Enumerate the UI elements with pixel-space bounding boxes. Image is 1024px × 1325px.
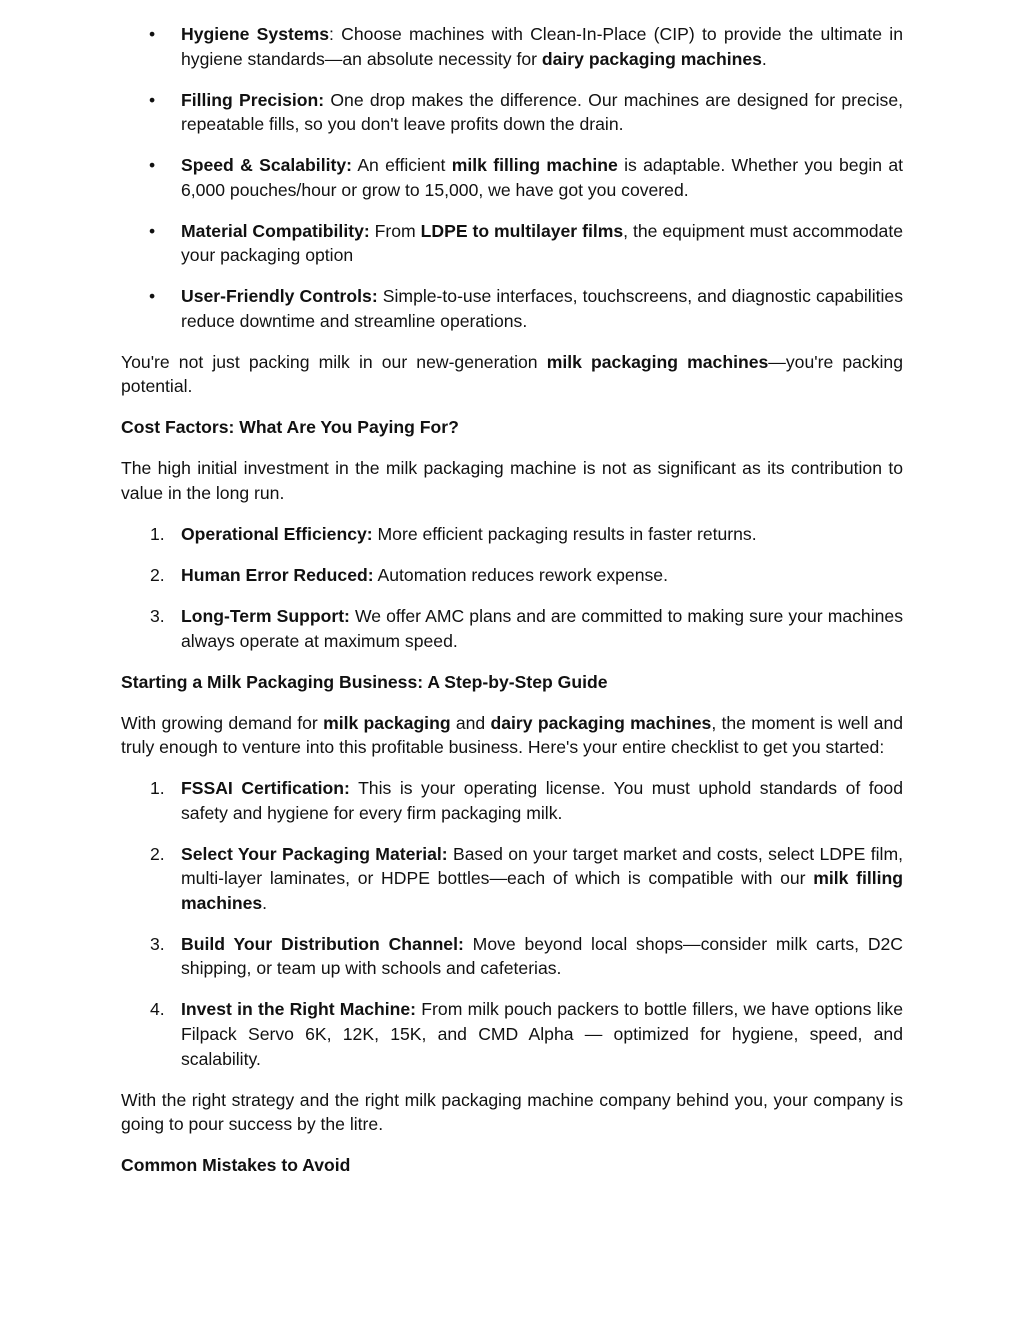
list-number: 1. [150, 778, 165, 799]
item-label: Filling Precision: [181, 89, 325, 110]
guide-step-item [121, 997, 903, 1071]
cost-factors-heading: Cost Factors: What Are You Paying For? [121, 417, 459, 438]
text-run: Based on your target market and costs, select LDPE film, multi-layer laminates, or HDPE bottles—each of which is compatible with our [181, 843, 903, 889]
item-label: Invest in the Right Machine: [181, 999, 417, 1020]
text-run: You're not just packing milk in our new-generation [121, 351, 547, 372]
cost-intro-paragraph: The high initial investment in the milk packaging machine is not as significant as its contribution to value in the long run. [121, 458, 903, 504]
item-label: Human Error Reduced: [181, 565, 374, 586]
text-run: Simple-to-use interfaces, touchscreens, and diagnostic capabilities reduce downtime and streamline operations. [181, 286, 903, 331]
item-label: Long-Term Support: [181, 606, 350, 626]
document-page [121, 22, 903, 1194]
bullet-marker: • [149, 286, 156, 307]
cost-factors-list [121, 522, 903, 653]
bold-phrase: dairy packaging machines [541, 48, 762, 69]
bullet-marker: • [149, 220, 156, 241]
features-list [121, 22, 903, 334]
bold-phrase: dairy packaging machines [490, 712, 712, 733]
item-label: Select Your Packaging Material: [181, 843, 448, 864]
text-run: One drop makes the difference. Our machines are designed for precise, repeatable fills, so you don't leave profits down the drain. [181, 89, 903, 135]
feature-item [121, 88, 903, 137]
text-run: From [374, 220, 421, 241]
closing-paragraph: With the right strategy and the right milk packaging machine company behind you, your company is going to pour success by the litre. [121, 1089, 903, 1135]
list-number: 3. [150, 933, 165, 954]
list-number: 2. [150, 565, 165, 586]
guide-intro-paragraph [121, 711, 903, 760]
item-label: Hygiene Systems [181, 24, 330, 44]
common-mistakes-heading: Common Mistakes to Avoid [121, 1155, 351, 1176]
text-run: , the moment is well and truly enough to venture into this profitable business. Here's your entire checklist to get you started: [121, 712, 904, 758]
cost-factor-item [121, 604, 903, 653]
list-number: 2. [150, 843, 165, 864]
bold-phrase: milk packaging machines [546, 351, 769, 372]
cost-factor-item [121, 522, 903, 547]
guide-heading: Starting a Milk Packaging Business: A Step-by-Step Guide [121, 671, 608, 692]
text-run: Choose machines with Clean-In-Place (CIP) to provide the ultimate in hygiene standards—an absolute necessity for [181, 24, 903, 69]
guide-step-item [121, 776, 903, 825]
list-number: 1. [150, 524, 165, 545]
list-number: 3. [150, 606, 165, 626]
bold-phrase: milk filling machines [181, 868, 904, 913]
potential-paragraph [121, 350, 903, 399]
text-run: With growing demand for [121, 712, 324, 733]
text-run: From milk pouch packers to bottle fillers, we have options like Filpack Servo 6K, 12K, 15K, and CMD Alpha — optimized for hygiene, speed, and scalability. [181, 999, 904, 1069]
text-run: This is your operating license. You must uphold standards of food safety and hygiene for every firm packaging milk. [181, 778, 904, 823]
text-run: , the equipment must accommodate your packaging option [181, 220, 904, 266]
item-label: Build Your Distribution Channel: [181, 933, 464, 954]
bold-phrase: milk filling machine [451, 155, 618, 176]
bold-phrase: LDPE to multilayer films [420, 220, 624, 241]
item-label: Speed & Scalability: [181, 155, 352, 176]
text-run: and [450, 712, 491, 733]
guide-steps-list [121, 776, 903, 1071]
feature-item [121, 153, 903, 202]
feature-item: • Hygiene Systems: Choose machines with Clean-In-Place (CIP) to provide the ultimate in hygiene standards—an absolute necessity for dairy packaging machines. [149, 24, 903, 69]
bullet-marker: • [149, 89, 156, 110]
guide-step-item [121, 932, 903, 981]
text-run: Move beyond local shops—consider milk carts, D2C shipping, or team up with schools and cafeterias. [181, 933, 904, 979]
feature-item [121, 284, 903, 333]
text-run: . [761, 48, 767, 69]
cost-factor-item [121, 563, 903, 588]
bold-phrase: milk packaging [323, 712, 451, 733]
item-label: Material Compatibility: [181, 220, 370, 241]
item-label: FSSAI Certification: [181, 778, 350, 799]
text-run: . [262, 892, 268, 913]
text-run: An efficient [357, 155, 452, 176]
text-run: is adaptable. Whether you begin at 6,000 pouches/hour or grow to 15,000, we have got you covered. [181, 155, 904, 200]
bullet-marker: • [149, 24, 156, 44]
guide-step-item [121, 842, 903, 916]
list-number: 4. [150, 999, 165, 1020]
text-run: —you're packing potential. [121, 351, 903, 397]
bullet-marker: • [149, 155, 156, 176]
text-run: We offer AMC plans and are committed to making sure your machines always operate at maximum speed. [181, 606, 903, 651]
text-run: More efficient packaging results in faster returns. [377, 524, 757, 545]
feature-item [121, 219, 903, 268]
text-run: Automation reduces rework expense. [377, 565, 668, 586]
item-label: User-Friendly Controls: [181, 286, 378, 307]
item-label: Operational Efficiency: [181, 524, 373, 545]
